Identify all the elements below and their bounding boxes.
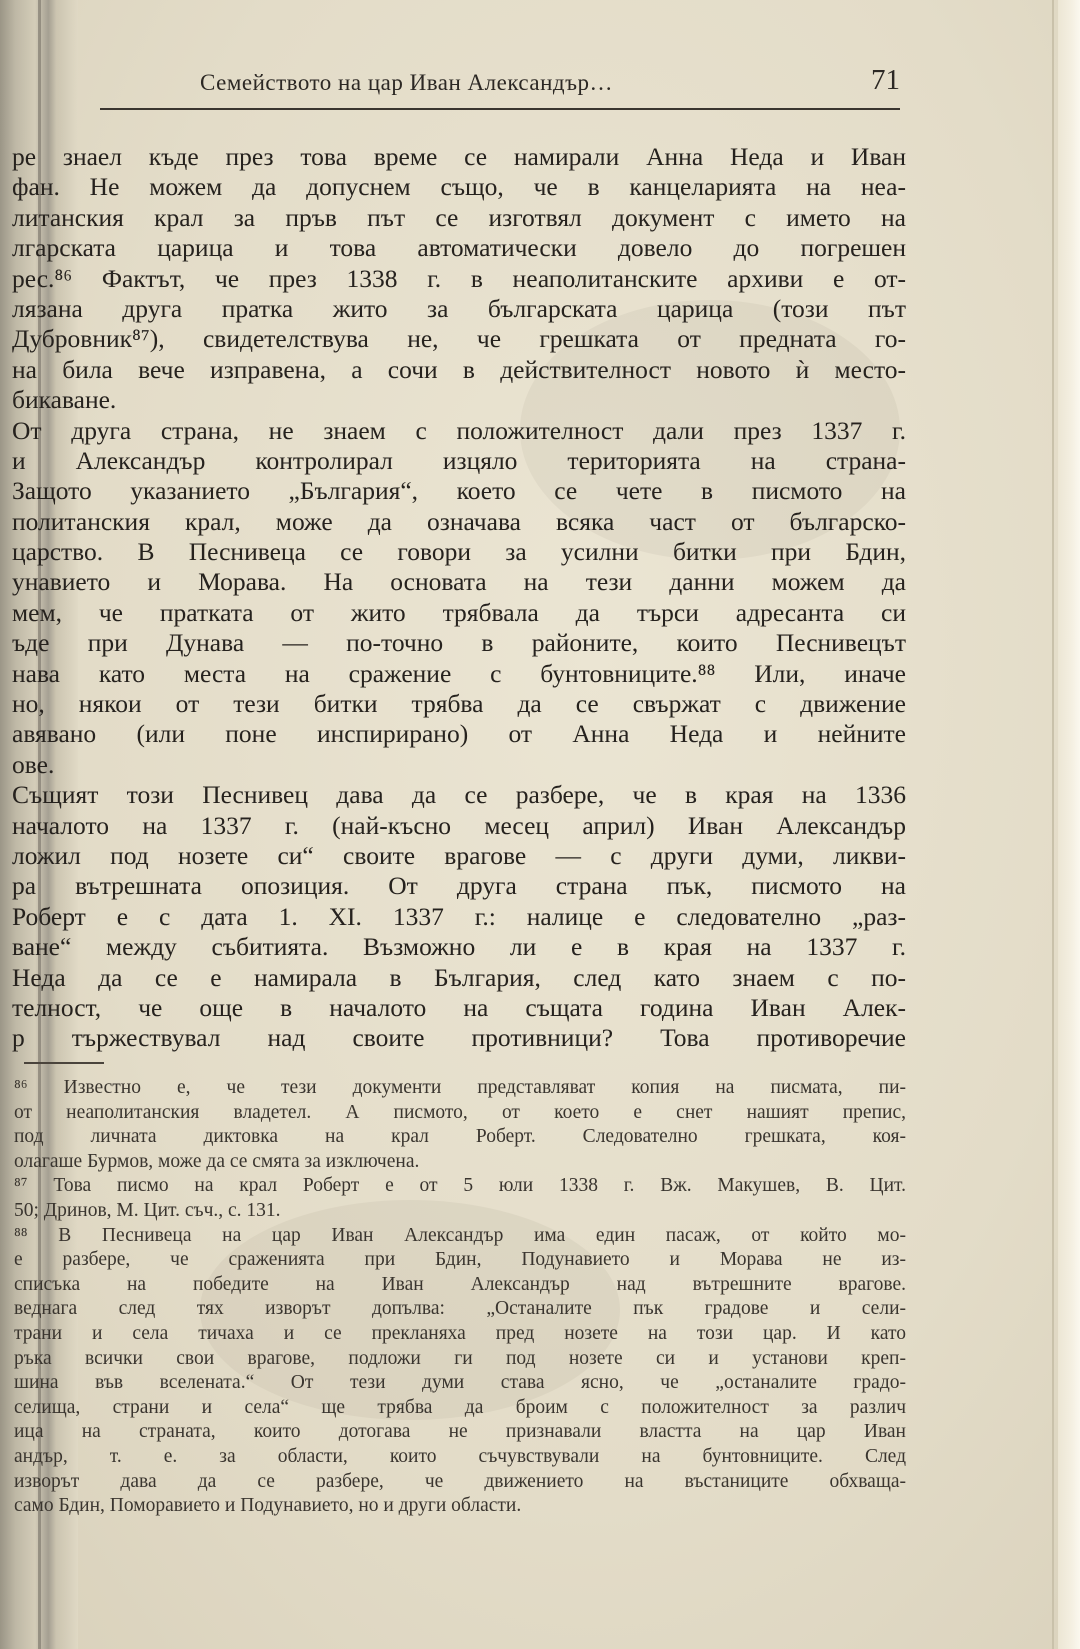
- text-line: царство. В Песнивеца се говори за усилни битки при Бдин,: [12, 537, 906, 567]
- running-title: Семейството на цар Иван Александър…: [200, 70, 614, 95]
- footnote-line: под личната диктовка на крал Роберт. Следователно грешката, коя-: [14, 1126, 906, 1148]
- text-line: ра вътрешната опозиция. От друга страна пък, писмото на: [12, 871, 906, 901]
- text-line: мем, че пратката от жито трябвала да търси адресанта си: [12, 597, 906, 627]
- text-line: р тържествувал над своите противници? Това противоречие: [12, 1023, 906, 1053]
- text-line: ложил под нозете си“ своите врагове — с други думи, ликви-: [12, 840, 906, 870]
- main-text: [12, 142, 906, 1054]
- running-header: [100, 62, 900, 108]
- text-line: авявано (или поне инспирирано) от Анна Неда и нейните: [12, 719, 906, 749]
- text-line: Същият този Песнивец дава да се разбере, че в края на 1336: [12, 780, 906, 810]
- footnote-line: веднага след тях изворът допълва: „Останалите пък градове и сели-: [14, 1298, 906, 1320]
- text-line: Защото указанието „България“, което се чете в писмото на: [12, 476, 906, 506]
- footnote-line: андър, т. е. за области, които съчувствували на бунтовниците. След: [14, 1445, 906, 1467]
- text-line: фан. Не можем да допуснем също, че в канцеларията на неа-: [12, 172, 906, 202]
- text-line: Неда да се е намирала в България, след като знаем с по-: [12, 962, 906, 992]
- text-line: лгарската царица и това автоматически довело до погрешен: [12, 233, 906, 263]
- footnote-line: списъка на победите на Иван Александър над вътрешните врагове.: [14, 1273, 906, 1295]
- text-line: политанския крал, може да означава всяка част от българско-: [12, 506, 906, 536]
- footnote-line: изворът дава да се разбере, че движението на въстаниците обхваща-: [14, 1470, 906, 1492]
- footnote-line: ица на страната, които дотогава не признавали властта на цар Иван: [14, 1421, 906, 1443]
- text-line: ове.: [12, 749, 55, 779]
- text-line: но, някои от тези битки трябва да се свържат с движение: [12, 689, 906, 719]
- page-number: 71: [871, 64, 900, 96]
- text-line: Дубровник⁸⁷), свидетелствува не, че грешката от предната го-: [12, 324, 906, 354]
- footnote-line: само Бдин, Поморавието и Подунавието, но и други области.: [14, 1495, 522, 1517]
- text-line: на била вече изправена, а сочи в действителност новото ѝ место-: [12, 354, 906, 384]
- text-line: От друга страна, не знаем с положителност дали през 1337 г.: [12, 415, 906, 445]
- footnote-line: шина във вселената.“ От тези думи става ясно, че „останалите градо-: [14, 1372, 906, 1394]
- text-line: литанския крал за пръв път се изготвял документ с името на: [12, 202, 906, 232]
- footnote-line: селища, страни и села“ ще трябва да броим с положителност за различ: [14, 1396, 906, 1418]
- footnotes: [14, 1076, 906, 1519]
- footnote-line: ⁸⁷ Това писмо на крал Роберт е от 5 юли 1338 г. Вж. Макушев, В. Цит.: [14, 1175, 906, 1197]
- footnote-line: е разбере, че сраженията при Бдин, Подунавието и Морава не из-: [14, 1249, 906, 1271]
- text-line: ъде при Дунава — по-точно в районите, които Песнивецът: [12, 628, 906, 658]
- footnote-line: олагаше Бурмов, може да се смята за изключена.: [14, 1150, 420, 1172]
- page-edge: [1058, 0, 1080, 1649]
- footnote-line: ⁸⁸ В Песнивеца на цар Иван Александър има един пасаж, от който мо-: [14, 1224, 906, 1246]
- text-line: унавието и Морава. На основата на тези данни можем да: [12, 567, 906, 597]
- text-line: телност, че още в началото на същата година Иван Алек-: [12, 992, 906, 1022]
- text-line: и Александър контролирал изцяло територията на страна-: [12, 445, 906, 475]
- text-line: началото на 1337 г. (най-късно месец април) Иван Александър: [12, 810, 906, 840]
- footnote-line: 50; Дринов, М. Цит. съч., с. 131.: [14, 1199, 281, 1221]
- header-rule: [100, 108, 900, 110]
- footnote-rule: [24, 1062, 104, 1064]
- footnote-line: ⁸⁶ Известно е, че тези документи представляват копия на писмата, пи-: [14, 1077, 906, 1098]
- text-line: Роберт е с дата 1. XI. 1337 г.: налице е следователно „раз-: [12, 901, 906, 931]
- text-line: бикаване.: [12, 385, 117, 415]
- page-edge-line: [1052, 0, 1054, 1649]
- text-line: ване“ между събитията. Възможно ли е в края на 1337 г.: [12, 932, 906, 962]
- text-line: нава като места на сражение с бунтовниците.⁸⁸ Или, иначе: [12, 658, 906, 688]
- text-line: ре знаел къде през това време се намирали Анна Неда и Иван: [12, 142, 906, 171]
- footnote-line: трани и села тичаха и се прекланяха пред нозете на този цар. И като: [14, 1322, 906, 1344]
- footnote-line: ръка всички свои врагове, подложи ги под нозете си и установи креп-: [14, 1347, 906, 1369]
- text-line: рес.⁸⁶ Фактът, че през 1338 г. в неаполитанските архиви е от-: [12, 263, 906, 293]
- footnote-line: от неаполитанския владетел. А писмото, от което е снет нашият препис,: [14, 1101, 906, 1123]
- text-line: лязана друга пратка жито за българската царица (този път: [12, 293, 906, 323]
